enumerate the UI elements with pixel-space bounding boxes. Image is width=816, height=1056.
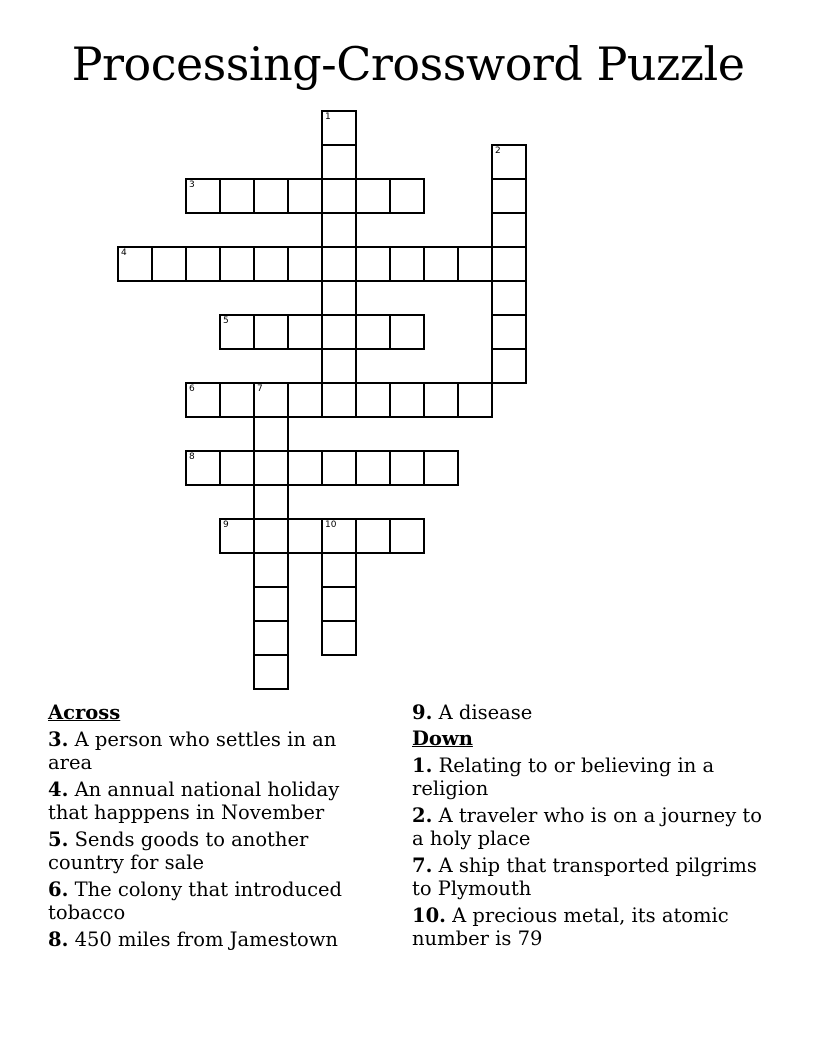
grid-cell[interactable] (423, 450, 459, 486)
clue-down-2 (412, 804, 768, 850)
clue-across-5 (48, 828, 378, 874)
grid-cell[interactable] (355, 382, 391, 418)
clue-down-1 (412, 754, 768, 800)
grid-cell[interactable] (219, 246, 255, 282)
grid-cell[interactable] (219, 314, 255, 350)
grid-cell[interactable] (389, 178, 425, 214)
grid-cell[interactable] (321, 314, 357, 350)
grid-cell[interactable] (287, 314, 323, 350)
grid-cell[interactable] (219, 382, 255, 418)
grid-cell[interactable] (491, 314, 527, 350)
grid-cell[interactable] (321, 586, 357, 622)
grid-cell[interactable] (287, 382, 323, 418)
puzzle-title: Processing-Crossword Puzzle (71, 37, 745, 91)
grid-cell[interactable] (185, 246, 221, 282)
grid-cell[interactable] (253, 586, 289, 622)
grid-cell[interactable] (321, 246, 357, 282)
grid-cell[interactable] (287, 518, 323, 554)
grid-cell[interactable] (253, 620, 289, 656)
grid-cell[interactable] (491, 348, 527, 384)
grid-cell[interactable] (491, 246, 527, 282)
grid-cell[interactable] (321, 280, 357, 316)
cell-number: 5 (223, 316, 229, 326)
grid-cell[interactable] (253, 246, 289, 282)
grid-cell[interactable] (457, 382, 493, 418)
grid-cell[interactable] (389, 246, 425, 282)
clue-down-7 (412, 854, 768, 900)
grid-cell[interactable] (355, 450, 391, 486)
clue-text: A traveler who is on a journey to a holy place (412, 804, 762, 850)
clue-text: A disease (438, 701, 533, 724)
grid-cell[interactable] (185, 178, 221, 214)
grid-cell[interactable] (253, 552, 289, 588)
grid-cell[interactable] (253, 654, 289, 690)
clue-across-4 (48, 778, 378, 824)
clue-number: 9. (412, 701, 433, 724)
clue-number: 10. (412, 904, 446, 927)
clue-text: An annual national holiday that happpens in November (48, 778, 340, 824)
clue-text: A person who settles in an area (48, 728, 337, 774)
grid-cell[interactable] (219, 450, 255, 486)
grid-cell[interactable] (321, 552, 357, 588)
grid-cell[interactable] (151, 246, 187, 282)
cell-number: 4 (121, 248, 127, 258)
clue-text: Sends goods to another country for sale (48, 828, 309, 874)
grid-cell[interactable] (321, 110, 357, 146)
clue-number: 7. (412, 854, 433, 877)
grid-cell[interactable] (321, 382, 357, 418)
clue-text: 450 miles from Jamestown (74, 928, 338, 951)
grid-cell[interactable] (253, 484, 289, 520)
grid-cell[interactable] (287, 246, 323, 282)
grid-cell[interactable] (389, 450, 425, 486)
grid-cell[interactable] (219, 518, 255, 554)
grid-cell[interactable] (253, 314, 289, 350)
grid-cell[interactable] (389, 518, 425, 554)
grid-cell[interactable] (457, 246, 493, 282)
clue-down-10 (412, 904, 768, 950)
clue-number: 8. (48, 928, 69, 951)
grid-cell[interactable] (321, 144, 357, 180)
cell-number: 1 (325, 112, 331, 122)
grid-cell[interactable] (423, 246, 459, 282)
clue-number: 6. (48, 878, 69, 901)
grid-cell[interactable] (253, 416, 289, 452)
grid-cell[interactable] (355, 246, 391, 282)
grid-cell[interactable] (355, 518, 391, 554)
grid-cell[interactable] (253, 382, 289, 418)
clue-text: Relating to or believing in a religion (412, 754, 715, 800)
cell-number: 7 (257, 384, 263, 394)
grid-cell[interactable] (491, 212, 527, 248)
down-heading: Down (412, 727, 473, 750)
grid-cell[interactable] (355, 314, 391, 350)
grid-cell[interactable] (423, 382, 459, 418)
grid-cell[interactable] (287, 178, 323, 214)
grid-cell[interactable] (321, 518, 357, 554)
cell-number: 3 (189, 180, 195, 190)
clue-number: 5. (48, 828, 69, 851)
across-heading: Across (48, 701, 121, 724)
grid-cell[interactable] (287, 450, 323, 486)
grid-cell[interactable] (355, 178, 391, 214)
cell-number: 8 (189, 452, 195, 462)
clue-number: 1. (412, 754, 433, 777)
cell-number: 6 (189, 384, 195, 394)
clue-across-3 (48, 728, 378, 774)
grid-cell[interactable] (491, 280, 527, 316)
grid-cell[interactable] (117, 246, 153, 282)
clue-text: A precious metal, its atomic number is 79 (412, 904, 729, 950)
clue-text: A ship that transported pilgrims to Plymouth (412, 854, 757, 900)
clue-text: The colony that introduced tobacco (48, 878, 343, 924)
clue-number: 3. (48, 728, 69, 751)
grid-cell[interactable] (491, 144, 527, 180)
grid-cell[interactable] (219, 178, 255, 214)
cell-number: 9 (223, 520, 229, 530)
grid-cell[interactable] (253, 178, 289, 214)
grid-cell[interactable] (321, 620, 357, 656)
grid-cell[interactable] (321, 212, 357, 248)
cell-number: 2 (495, 146, 501, 156)
grid-cell[interactable] (321, 348, 357, 384)
grid-cell[interactable] (185, 382, 221, 418)
grid-cell[interactable] (185, 450, 221, 486)
cell-number: 10 (325, 520, 337, 530)
clue-number: 4. (48, 778, 69, 801)
grid-cell[interactable] (389, 314, 425, 350)
clue-across-8 (48, 928, 378, 951)
clues-left-column (48, 701, 378, 951)
grid-cell[interactable] (321, 178, 357, 214)
grid-cell[interactable] (491, 178, 527, 214)
clue-number: 2. (412, 804, 433, 827)
clue-across-9 (412, 701, 768, 724)
grid-cell[interactable] (389, 382, 425, 418)
grid-cell[interactable] (253, 450, 289, 486)
grid-cell[interactable] (321, 450, 357, 486)
clues-right-column (412, 701, 768, 950)
grid-cell[interactable] (253, 518, 289, 554)
clue-across-6 (48, 878, 378, 924)
